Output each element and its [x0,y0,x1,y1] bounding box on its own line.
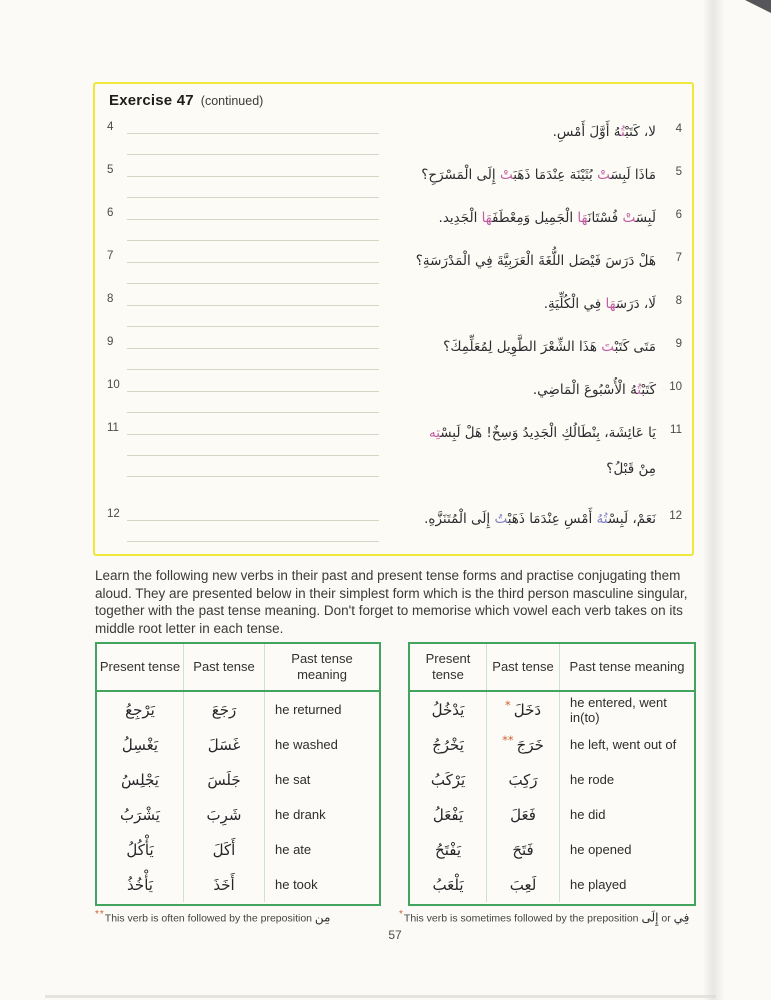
arabic-sentence [385,414,682,500]
past-tense-cell [183,762,264,797]
table-row [410,692,694,727]
arabic-segment: نَعَمْ، لَبِسْ [607,511,656,527]
present-tense-cell: يَأْخُذُ [127,875,153,894]
answer-line-row [107,134,385,155]
arabic-segment: يَا عَائِشَة، بِنْطَالُكِ الْجَدِيدُ وَسِخٌ! هَلْ لَبِسْ [440,425,656,441]
column-header: Past tense [486,644,559,690]
footnote-double-star [95,909,330,925]
answer-line-row [107,392,385,413]
arabic-segment: تَ [601,339,615,355]
exercise-item [107,500,682,543]
meaning-cell: he washed [264,727,379,762]
exercise-item [107,242,682,285]
answer-lines [107,156,385,199]
arabic-segment: تْ [622,210,636,226]
meaning-cell: he entered, went in(to) [559,692,694,727]
arabic-segment: هَا [605,296,616,312]
table-row [97,797,379,832]
table-header-row [97,644,379,692]
column-header: Present tense [425,651,471,682]
item-number: 12 [107,507,120,520]
answer-line-row [107,306,385,327]
past-tense-word: رَجَعَ [211,700,237,719]
answer-lines [107,371,385,414]
present-tense-cell: يَخْرُجُ [432,735,464,754]
item-number: 10 [107,378,120,391]
past-tense-cell [486,832,559,867]
arabic-segment: هَا [481,210,492,226]
arabic-segment: هُ أَوَّلَ أَمْسِ. [552,124,621,140]
arabic-sentence [385,371,682,414]
exercise-item [107,328,682,371]
item-number-arabic: 11 [670,424,682,436]
arabic-sentence [385,199,682,242]
exercise-item [107,113,682,156]
item-number: 6 [107,206,114,219]
item-number: 11 [107,421,119,434]
past-tense-cell [183,727,264,762]
arabic-segment: مَاذَا لَبِسَ [610,167,656,183]
past-tense-word: أَخَذَ [213,875,235,894]
item-number-arabic: 10 [669,381,682,393]
item-number-arabic: 9 [675,338,682,350]
exercise-item [107,285,682,328]
answer-blank-line[interactable] [127,326,379,327]
past-tense-word: أَكَلَ [212,840,236,859]
answer-line-row [107,177,385,198]
item-number: 8 [107,292,114,305]
meaning-cell: he opened [559,832,694,867]
answer-lines [107,328,385,371]
answer-line-row [107,242,385,263]
exercise-header [109,92,682,110]
arabic-segment: مِنْ قَبْلُ؟ [606,461,656,477]
answer-lines [107,242,385,285]
answer-blank-line[interactable] [127,369,379,370]
arabic-segment: تِه [428,425,441,441]
past-tense-word: فَعَلَ [510,805,536,824]
meaning-cell: he did [559,797,694,832]
arabic-segment: لَا، دَرَسَ [615,296,656,312]
past-tense-word: رَكِبَ [508,770,538,789]
meaning-cell: he sat [264,762,379,797]
answer-blank-line[interactable] [127,412,379,413]
past-tense-word: فَتَحَ [512,840,534,859]
answer-line-row [107,435,385,456]
arabic-segment: هَلْ دَرَسَ فَيْصَل اللُّغَةَ الْعَرَبِيَّةَ فِي الْمَدْرَسَةِ؟ [415,253,656,269]
column-header: Past tense [183,644,264,690]
exercise-item [107,199,682,242]
answer-line-row [107,156,385,177]
table-row [410,832,694,867]
instruction-paragraph: Learn the following new verbs in their past and present tense forms and practise conjugating them aloud. They are presented below in their simplest form which is the third person masculine singular, together with the past tense meaning. Don't forget to memorise which vowel each verb takes on its middle root letter in each tense. [95,568,688,636]
verb-table-left [95,642,381,906]
arabic-segment: تُهُ [596,511,608,527]
arabic-segment: لَبِسَ [635,210,656,226]
arabic-sentence [385,328,682,371]
past-tense-word: جَلَسَ [207,770,241,789]
column-header: Past tense meaning [559,644,694,690]
answer-lines [107,113,385,156]
arabic-segment: لا، كَتَبْ [625,124,656,140]
arabic-sentence [385,242,682,285]
table-row [97,832,379,867]
answer-line-row [107,220,385,241]
arabic-sentence [385,113,682,156]
meaning-cell: he drank [264,797,379,832]
column-header: Present tense [99,659,181,675]
answer-blank-line[interactable] [127,240,379,241]
answer-line-row [107,521,385,542]
present-tense-cell: يَجْلِسُ [121,770,159,789]
footnote-marker: ** [95,909,105,920]
answer-line-row [107,371,385,392]
past-tense-word: خَرَجَ [516,735,544,754]
answer-blank-line[interactable] [127,283,379,284]
table-row [97,727,379,762]
column-header: Past tense meaning [264,644,379,690]
item-number: 5 [107,163,114,176]
answer-blank-line[interactable] [127,476,379,477]
meaning-cell: he played [559,867,694,902]
present-tense-cell: يَلْعَبُ [432,875,464,894]
item-number: 4 [107,120,114,133]
table-row [410,867,694,902]
scan-corner-shadow [745,0,771,13]
exercise-title: Exercise 47 [109,92,194,109]
footnote-text: This verb is often followed by the preposition [104,912,315,925]
past-tense-cell [183,692,264,727]
table-row [410,727,694,762]
verb-table-right [408,642,696,906]
arabic-segment: أَمْسِ عِنْدَمَا ذَهَبْ [507,511,597,527]
present-tense-cell: يَرْكَبُ [430,770,466,789]
past-tense-word: دَخَلَ [513,700,542,719]
arabic-segment: تْ [499,167,514,183]
answer-line-row [107,285,385,306]
arabic-sentence [385,500,682,543]
meaning-cell: he rode [559,762,694,797]
arabic-segment: كَتَبْ [641,382,656,398]
answer-line-row [107,199,385,220]
answer-blank-line[interactable] [127,197,379,198]
item-number-arabic: 12 [669,510,682,522]
answer-line-row [107,349,385,370]
past-tense-cell [183,832,264,867]
answer-line-row [107,456,385,477]
footnote-text: This verb is sometimes followed by the preposition [403,912,642,925]
past-tense-cell [183,797,264,832]
past-tense-word: غَسَلَ [207,735,241,754]
present-tense-cell: يَدْخُلُ [431,700,465,719]
past-tense-cell [486,762,559,797]
scan-bottom-edge [45,995,716,998]
arabic-segment: تْ [597,167,611,183]
answer-line-row [107,328,385,349]
exercise-box [93,82,694,556]
footnote-marker: * [399,909,404,920]
exercise-item [107,414,682,500]
arabic-segment: تُ [637,382,642,398]
arabic-segment: هُ الْأُسْبُوعَ الْمَاضِي. [532,382,638,398]
arabic-segment: الْجَمِيل وَمِعْطَفَ [491,210,578,226]
past-tense-cell [486,692,559,727]
past-tense-word: شَرِبَ [206,805,242,824]
footnote-or-word: or [658,912,674,925]
exercise-subtitle: (continued) [200,94,264,108]
arabic-segment: هَا [577,210,588,226]
footnote-arabic-word: إِلَى [641,910,659,925]
table-header-row [410,644,694,692]
answer-line-row [107,500,385,521]
past-tense-cell [486,867,559,902]
item-number: 7 [107,249,114,262]
exercise-item [107,156,682,199]
arabic-sentence [385,285,682,328]
arabic-sentence [385,156,682,199]
past-tense-cell [486,797,559,832]
item-number-arabic: 6 [675,209,682,221]
answer-lines [107,500,385,543]
footnote-marker: ** [502,732,514,747]
present-tense-cell: يَفْعَلُ [432,805,464,824]
past-tense-cell [183,867,264,902]
present-tense-cell: يَأْكُلُ [126,840,154,859]
past-tense-word: لَعِبَ [509,875,537,894]
meaning-cell: he took [264,867,379,902]
arabic-segment: فُسْتَانَ [587,210,623,226]
exercise-items [107,113,682,543]
footnote-arabic-word: فِي [673,910,690,925]
arabic-segment: الْجَدِيد. [438,210,482,226]
item-number-arabic: 8 [675,295,682,307]
table-row [97,762,379,797]
present-tense-cell: يَرْجِعُ [125,700,155,719]
footnote-marker: * [504,697,511,712]
answer-lines [107,414,385,500]
answer-lines [107,199,385,242]
answer-line-row [107,263,385,284]
arabic-segment: إِلَى الْمَسْرَحِ؟ [421,167,500,183]
answer-lines [107,285,385,328]
past-tense-cell [486,727,559,762]
answer-blank-line[interactable] [127,541,379,542]
item-number-arabic: 7 [675,252,682,264]
arabic-segment: مَتَى كَتَبْ [614,339,656,355]
arabic-segment: تُ [620,124,626,140]
meaning-cell: he returned [264,692,379,727]
present-tense-cell: يَفْتَحُ [435,840,461,859]
table-row [410,762,694,797]
answer-blank-line[interactable] [127,154,379,155]
item-number: 9 [107,335,114,348]
footnote-arabic-word: مِن [314,910,331,925]
item-number-arabic: 5 [675,166,682,178]
arabic-segment: بُثَيْنَة عِنْدَمَا ذَهَبَ [513,167,598,183]
table-row [97,867,379,902]
present-tense-cell: يَغْسِلُ [121,735,159,754]
exercise-item [107,371,682,414]
page-number: 57 [388,928,402,942]
table-row [97,692,379,727]
answer-line-row [107,113,385,134]
page-curl-shadow [703,0,725,1000]
arabic-segment: تُ [494,511,508,527]
present-tense-cell: يَشْرَبُ [120,805,160,824]
arabic-segment: فِي الْكُلِّيَةِ. [543,296,606,312]
meaning-cell: he ate [264,832,379,867]
table-row [410,797,694,832]
footnote-single-star [399,909,689,925]
answer-line-row [107,414,385,435]
item-number-arabic: 4 [675,123,682,135]
arabic-segment: هَذَا الشِّعْرَ الطَّوِيل لِمُعَلِّمِكَ؟ [443,339,602,355]
meaning-cell: he left, went out of [559,727,694,762]
arabic-segment: إِلَى الْمُتَنَزَّهِ. [424,511,495,527]
